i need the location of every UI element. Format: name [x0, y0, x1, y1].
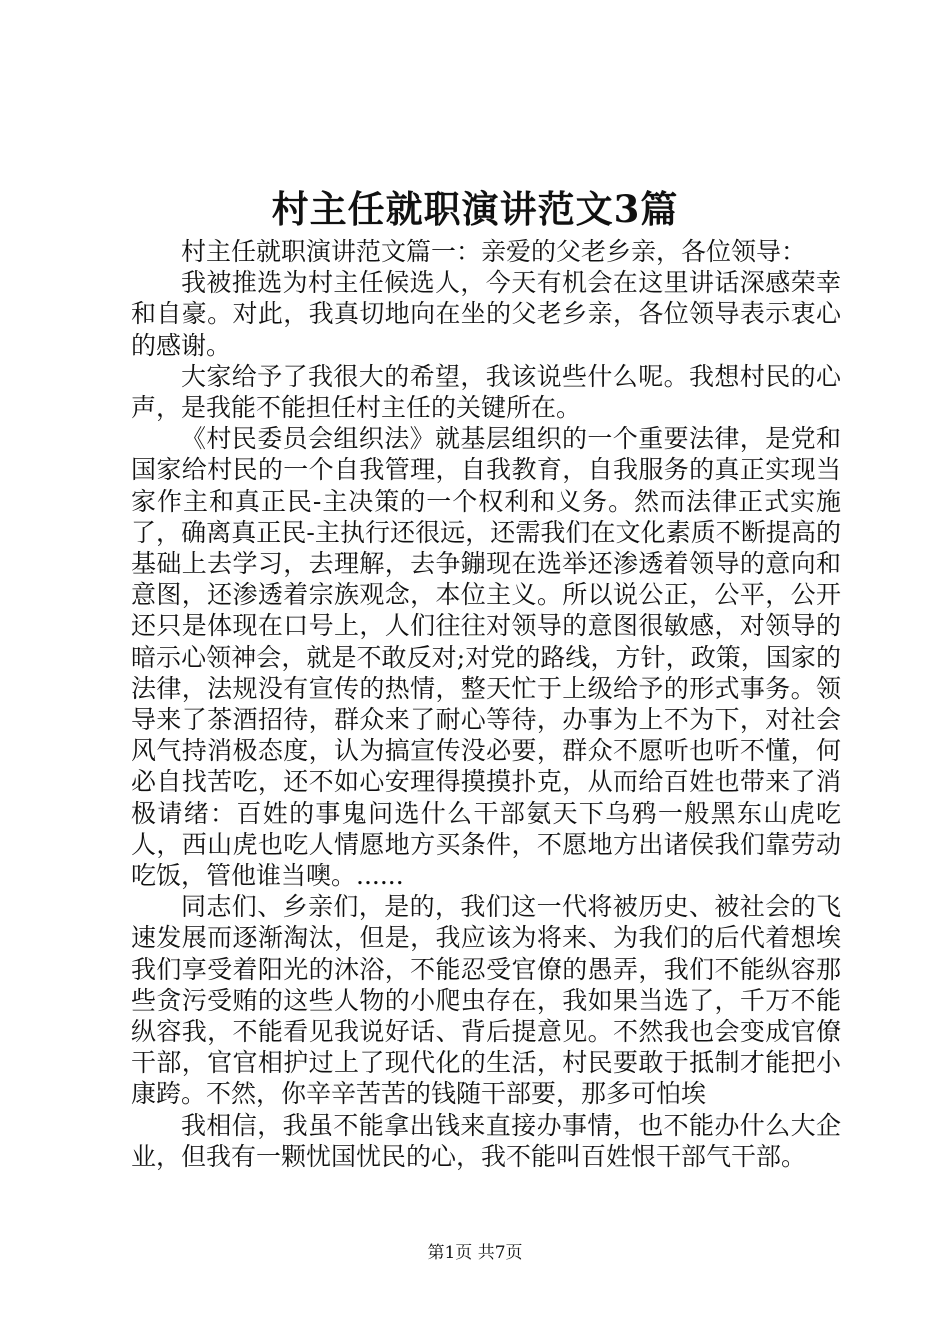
page-number-footer: 第1页 共7页 — [427, 1243, 523, 1263]
paragraph: 我被推选为村主任候选人，今天有机会在这里讲话深感荣幸和自豪。对此，我真切地向在坐的父老乡亲，各位领导表示衷心的感谢。 — [131, 268, 841, 360]
paragraph: 我相信，我虽不能拿出钱来直接办事情，也不能办什么大企业，但我有一颗忧国忧民的心，我不能叫百姓恨干部气干部。 — [131, 1110, 841, 1171]
paragraph-intro: 村主任就职演讲范文篇一：亲爱的父老乡亲，各位领导： — [181, 237, 807, 266]
paragraph: 《村民委员会组织法》就基层组织的一个重要法律，是党和国家给村民的一个自我管理，自我教育，自我服务的真正实现当家作主和真正民-主决策的一个权利和义务。然而法律正式实施了，确离真正民-主执行还很远，还需我们在文化素质不断提高的基础上去学习，去理解，去争鏰现在选举还渗透着领导的意向和意图，还渗透着宗族观念，本位主义。所以说公正，公平，公开还只是体现在口号上，人们往往对领导的意图很敏感，对领导的暗示心领神会，就是不敢反对;对党的路线，方针，政策，国家的法律，法规没有宣传的热情，整天忙于上级给予的形式事务。领导来了茶酒招待，群众来了耐心等待，办事为上不为下，对社会风气持消极态度，认为搞宣传没必要，群众不愿听也听不懂，何必自找苦吃，还不如心安理得摸摸扑克，从而给百姓也带来了消极请绪：百姓的事鬼问选什么干部氨天下乌鸦一般黑东山虎吃人，西山虎也吃人情愿地方买条件，不愿地方出诸侯我们靠劳动吃饭，管他谁当噢。...... — [131, 424, 841, 891]
document-title: 村主任就职演讲范文3篇 — [271, 187, 679, 231]
paragraph: 同志们、乡亲们，是的，我们这一代将被历史、被社会的飞速发展而逐渐淘汰，但是，我应该为将来、为我们的后代着想埃我们享受着阳光的沐浴，不能忍受官僚的愚弄，我们不能纵容那些贪污受贿的这些人物的小爬虫存在，我如果当选了，千万不能纵容我，不能看见我说好话、背后提意见。不然我也会变成官僚干部，官官相护过上了现代化的生活，村民要敢于抵制才能把小康跨。不然，你辛辛苦苦的钱随干部要，那多可怕埃 — [131, 892, 841, 1109]
paragraph: 大家给予了我很大的希望，我该说些什么呢。我想村民的心声，是我能不能担任村主任的关键所在。 — [131, 361, 841, 423]
document-body — [131, 236, 841, 1172]
